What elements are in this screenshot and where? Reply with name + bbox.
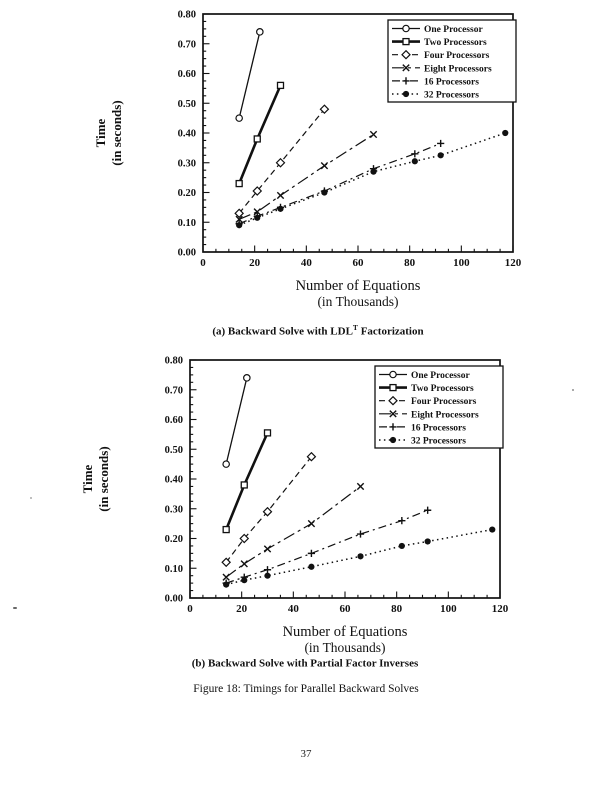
figure-caption: Figure 18: Timings for Parallel Backward Solves (193, 683, 419, 695)
x-tick-label: 100 (440, 603, 457, 615)
x-tick-label: 80 (404, 257, 416, 269)
legend-label: Two Processors (411, 384, 474, 395)
series-eight-processors (236, 131, 377, 222)
scan-speck (30, 497, 32, 499)
y-axis-title: Time (93, 118, 108, 148)
x-tick-label: 0 (200, 257, 206, 269)
y-tick-label: 0.40 (177, 128, 196, 140)
x-tick-label: 0 (187, 603, 193, 615)
x-tick-label: 100 (453, 257, 470, 269)
legend (375, 366, 503, 448)
axis-titles (80, 446, 408, 655)
y-tick-label: 0.60 (164, 415, 183, 426)
y-tick-label: 0.50 (164, 444, 183, 456)
y-tick-label: 0.10 (164, 563, 183, 575)
y-axis-title: Time (80, 464, 95, 494)
legend-label: 16 Processors (424, 77, 479, 88)
x-tick-label: 120 (491, 603, 509, 615)
series-32-processors (236, 130, 508, 228)
caption-b-text: (b) Backward Solve with Partial Factor Inverses (191, 657, 419, 670)
y-tick-label: 0.00 (177, 247, 196, 259)
series-two-processors (236, 82, 283, 186)
y-tick-label: 0.70 (177, 39, 196, 51)
legend-label: Four Processors (411, 397, 477, 408)
legend-label: Eight Processors (411, 410, 479, 421)
y-tick-label: 0.30 (164, 504, 183, 516)
y-axis-subtitle: (in seconds) (96, 446, 111, 512)
chart-a-canvas (88, 2, 548, 314)
series-one-processor (236, 29, 263, 122)
x-tick-label: 40 (300, 257, 312, 269)
y-tick-label: 0.10 (177, 217, 196, 229)
y-tick-label: 0.20 (164, 534, 183, 545)
y-tick-label: 0.30 (177, 158, 196, 170)
page-number: 37 (300, 748, 312, 760)
x-tick-label: 60 (352, 257, 364, 269)
x-tick-label: 40 (287, 603, 299, 615)
y-tick-label: 0.80 (177, 9, 196, 21)
legend (388, 20, 516, 102)
figure-b (75, 348, 535, 660)
caption-a-superscript: T (352, 323, 358, 332)
figure-a (88, 2, 548, 314)
legend-label: 32 Processors (424, 90, 479, 101)
legend-label: 32 Processors (411, 436, 466, 447)
legend-label: Two Processors (424, 38, 487, 49)
legend-label: One Processor (424, 25, 483, 35)
x-axis-title: Number of Equations (295, 278, 421, 294)
y-axis-subtitle: (in seconds) (109, 100, 124, 166)
legend-label: Four Processors (424, 51, 490, 62)
series-eight-processors (223, 483, 364, 580)
x-axis-subtitle: (in Thousands) (304, 640, 386, 655)
x-tick-label: 80 (391, 603, 403, 615)
caption-a-text: (a) Backward Solve with LDL (212, 325, 353, 338)
x-tick-label: 120 (504, 257, 522, 269)
chart-b-canvas (75, 348, 535, 660)
y-tick-label: 0.50 (177, 98, 196, 110)
scan-speck (572, 389, 574, 391)
series-one-processor (223, 375, 250, 468)
x-axis-subtitle: (in Thousands) (317, 294, 399, 309)
x-tick-label: 20 (236, 603, 248, 615)
caption-b (75, 655, 535, 670)
x-tick-label: 20 (249, 257, 261, 269)
legend-label: 16 Processors (411, 423, 466, 434)
legend-label: One Processor (411, 371, 470, 381)
y-tick-label: 0.40 (164, 474, 183, 486)
x-tick-label: 60 (339, 603, 351, 615)
y-tick-label: 0.00 (164, 593, 183, 605)
x-axis-title: Number of Equations (282, 624, 408, 640)
y-tick-label: 0.80 (164, 355, 183, 367)
caption-a-text-after: Factorization (357, 325, 424, 338)
y-tick-label: 0.70 (164, 385, 183, 397)
legend-label: Eight Processors (424, 64, 492, 75)
scan-speck (13, 607, 17, 609)
y-tick-label: 0.20 (177, 188, 196, 199)
series-32-processors (223, 526, 495, 587)
y-tick-label: 0.60 (177, 69, 196, 80)
caption-a (88, 323, 548, 338)
